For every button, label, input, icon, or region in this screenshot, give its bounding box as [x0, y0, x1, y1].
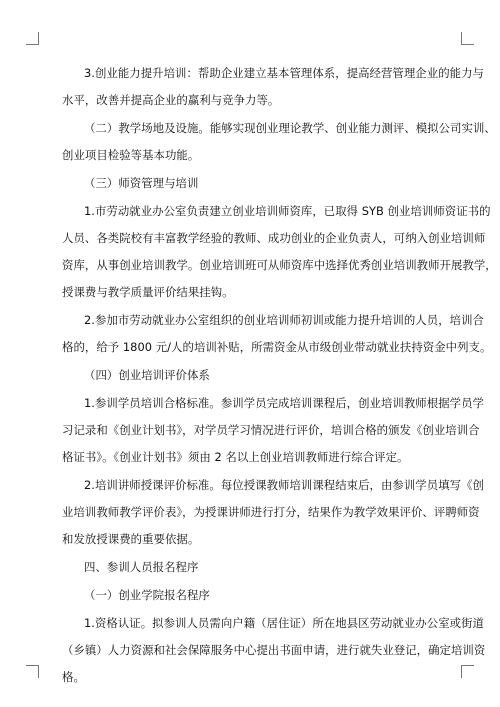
paragraph-line: 授课费与教学质量评价结果挂钩。 [62, 285, 234, 299]
paragraph-line: 3.创业能力提升培训：帮助企业建立基本管理体系，提高经营管理企业的能力与 [84, 66, 484, 80]
crop-mark-bottom-left [26, 665, 39, 678]
paragraph-line: 创业项目检验等基本功能。 [62, 148, 200, 162]
paragraph-line: （二）教学场地及设施。能够实现创业理论教学、创业能力测评、模拟公司实训、 [84, 121, 496, 135]
paragraph-line: 资库，从事创业培训教学。创业培训班可从师资库中选择优秀创业培训教师开展教学， [62, 258, 497, 272]
paragraph-line: 格证书》。《创业计划书》须由 2 名以上创业培训教师进行综合评定。 [62, 450, 409, 464]
section-heading: 四、参训人员报名程序 [84, 560, 199, 574]
paragraph-line: 1.资格认证。拟参训人员需向户籍（居住证）所在地县区劳动就业办公室或街道 [84, 616, 484, 630]
paragraph-line: 1.市劳动就业办公室负责建立创业培训师资库，已取得 SYB 创业培训师资证书的 [84, 204, 491, 218]
section-heading: （三）师资管理与培训 [84, 176, 199, 190]
crop-mark-top-left [26, 32, 39, 45]
section-heading: （一）创业学院报名程序 [84, 588, 210, 602]
section-heading: （四）创业培训评价体系 [84, 368, 210, 382]
crop-mark-bottom-right [461, 665, 474, 678]
paragraph-line: 习记录和《创业计划书》，对学员学习情况进行评价，培训合格的颁发《创业培训合 [62, 423, 480, 437]
paragraph-line: 人员、各类院校有丰富教学经验的教师、成功创业的企业负责人，可纳入创业培训师 [62, 231, 486, 245]
paragraph-line: 和发放授课费的重要依据。 [62, 532, 200, 546]
paragraph-line: （乡镇）人力资源和社会保障服务中心提出书面申请，进行就失业登记，确定培训资 [62, 643, 486, 657]
paragraph-line: 1.参训学员培训合格标准。参训学员完成培训课程后，创业培训教师根据学员学 [84, 396, 484, 410]
paragraph-line: 格的，给予 1800 元/人的培训补贴，所需资金从市级创业带动就业扶持资金中列支。 [62, 340, 492, 354]
document-body [62, 66, 497, 684]
paragraph-line: 业培训教师教学评价表》，为授课讲师进行打分，结果作为教学效果评价、评聘师资 [62, 505, 480, 519]
paragraph-line: 2.参加市劳动就业办公室组织的创业培训师初训或能力提升培训的人员，培训合 [84, 313, 484, 327]
crop-mark-top-right [461, 32, 474, 45]
paragraph-line: 2.培训讲师授课评价标准。每位授课教师培训课程结束后，由参训学员填写《创 [84, 478, 484, 492]
paragraph-line: 水平，改善并提高企业的赢利与竞争力等。 [62, 93, 280, 107]
paragraph-line: 格。 [62, 670, 85, 684]
